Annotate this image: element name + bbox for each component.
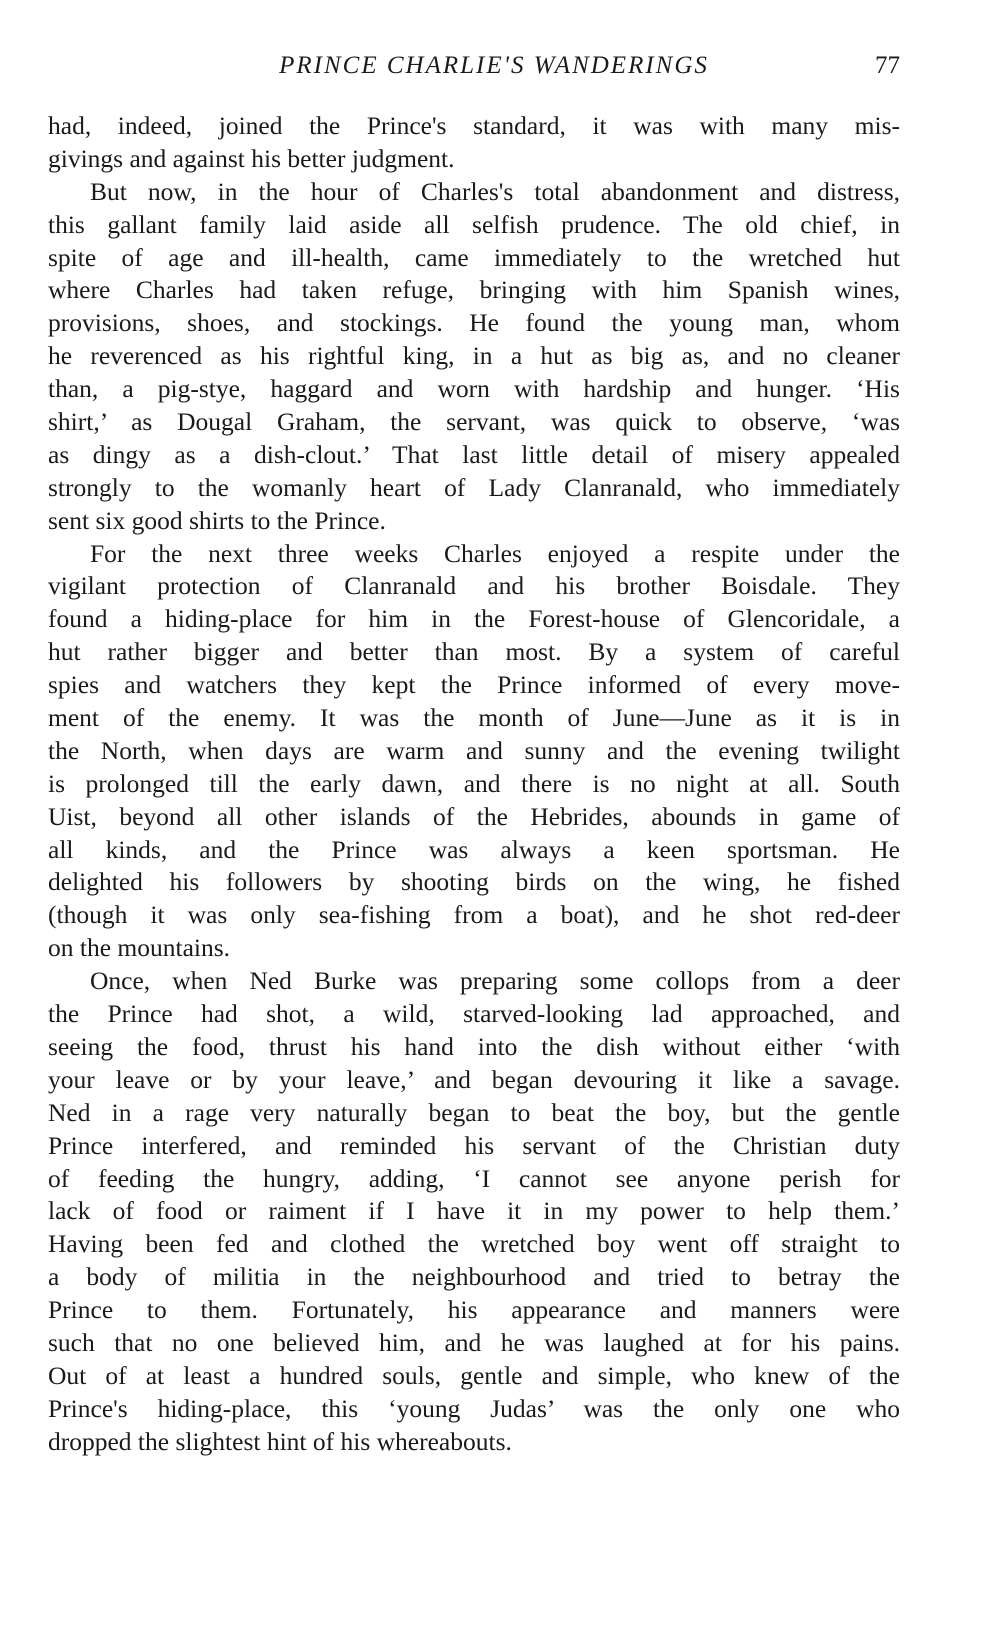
text-line: as dingy as a dish-clout.’ That last little detail of misery appealed (48, 439, 900, 469)
text-line: sent six good shirts to the Prince. (48, 505, 386, 535)
text-line: Out of at least a hundred souls, gentle and simple, who knew of the (48, 1360, 900, 1390)
text-line: Having been fed and clothed the wretched boy went off straight to (48, 1229, 900, 1259)
text-line: But now, in the hour of Charles's total abandonment and distress, (90, 176, 900, 206)
text-line: on the mountains. (48, 933, 231, 963)
text-line: hut rather bigger and better than most. By a system of careful (48, 637, 900, 667)
text-line: strongly to the womanly heart of Lady Clanranald, who immediately (48, 472, 900, 502)
text-line: the North, when days are warm and sunny and the evening twilight (48, 735, 900, 765)
text-line: spies and watchers they kept the Prince informed of every move- (48, 670, 900, 700)
text-line: a body of militia in the neighbourhood and tried to betray the (48, 1262, 900, 1292)
paragraph (48, 965, 900, 1458)
text-line: he reverenced as his rightful king, in a hut as big as, and no cleaner (48, 341, 900, 371)
text-line: vigilant protection of Clanranald and his brother Boisdale. They (48, 571, 900, 601)
text-line: where Charles had taken refuge, bringing with him Spanish wines, (48, 275, 900, 305)
page-number: 77 (875, 52, 900, 79)
text-line: givings and against his better judgment. (48, 143, 455, 173)
text-line: dropped the slightest hint of his whereabouts. (48, 1426, 512, 1456)
text-line: Prince interfered, and reminded his servant of the Christian duty (48, 1130, 900, 1160)
text-line: delighted his followers by shooting birds on the wing, he fished (48, 867, 900, 897)
page-header (48, 52, 900, 88)
text-line: Prince to them. Fortunately, his appearance and manners were (48, 1295, 900, 1325)
text-line: than, a pig-stye, haggard and worn with hardship and hunger. ‘His (48, 374, 900, 404)
paragraph (48, 538, 900, 966)
text-line: shirt,’ as Dougal Graham, the servant, was quick to observe, ‘was (48, 407, 900, 437)
text-line: For the next three weeks Charles enjoyed a respite under the (90, 538, 900, 568)
text-line: ment of the enemy. It was the month of June—June as it is in (48, 703, 900, 733)
text-line: Once, when Ned Burke was preparing some collops from a deer (90, 966, 900, 996)
text-line: the Prince had shot, a wild, starved-looking lad approached, and (48, 999, 900, 1029)
text-line: all kinds, and the Prince was always a keen sportsman. He (48, 834, 900, 864)
running-title: PRINCE CHARLIE'S WANDERINGS (279, 52, 709, 79)
paragraph (48, 110, 900, 176)
paragraph (48, 176, 900, 538)
text-line: such that no one believed him, and he was laughed at for his pains. (48, 1327, 900, 1357)
body-text (48, 110, 900, 1459)
text-line: of feeding the hungry, adding, ‘I cannot see anyone perish for (48, 1163, 900, 1193)
text-line: found a hiding-place for him in the Forest-house of Glencoridale, a (48, 604, 900, 634)
text-line: spite of age and ill-health, came immediately to the wretched hut (48, 242, 900, 272)
text-line: Uist, beyond all other islands of the Hebrides, abounds in game of (48, 801, 900, 831)
text-line: Ned in a rage very naturally began to beat the boy, but the gentle (48, 1097, 900, 1127)
text-line: provisions, shoes, and stockings. He found the young man, whom (48, 308, 900, 338)
text-line: your leave or by your leave,’ and began devouring it like a savage. (48, 1064, 900, 1094)
text-line: (though it was only sea-fishing from a boat), and he shot red-deer (48, 900, 900, 930)
text-line: had, indeed, joined the Prince's standard, it was with many mis- (48, 111, 900, 140)
text-line: Prince's hiding-place, this ‘young Judas’ was the only one who (48, 1393, 900, 1423)
text-line: seeing the food, thrust his hand into the dish without either ‘with (48, 1031, 900, 1061)
text-line: is prolonged till the early dawn, and there is no night at all. South (48, 768, 900, 798)
text-line: this gallant family laid aside all selfish prudence. The old chief, in (48, 209, 900, 239)
text-line: lack of food or raiment if I have it in my power to help them.’ (48, 1196, 900, 1226)
